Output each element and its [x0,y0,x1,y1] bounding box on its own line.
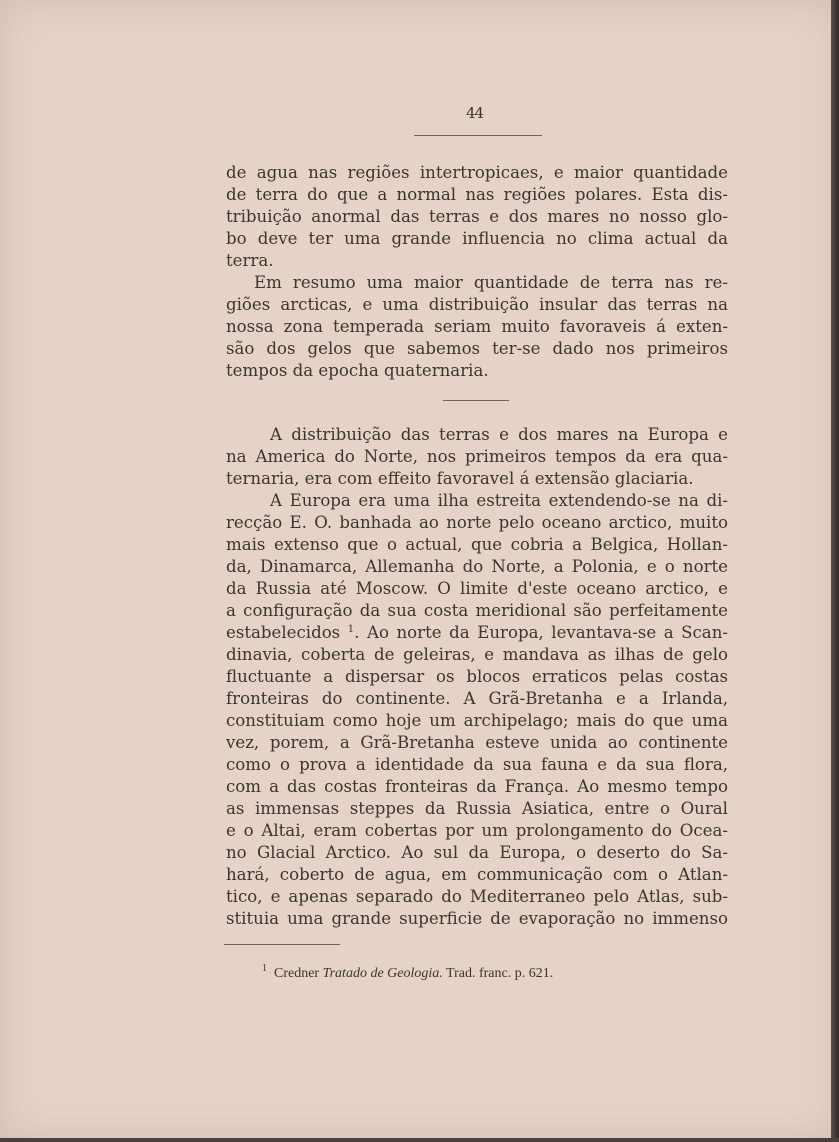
text-line: dinavia, coberta de geleiras, e mandava as ilhas de gelo [226,645,728,664]
text-line: ternaria, era com effeito favoravel á extensão glaciaria. [226,469,694,488]
text-line: fluctuante a dispersar os blocos erraticos pelas costas [226,667,728,686]
text-line: de terra do que a normal nas regiões polares. Esta dis- [226,185,728,204]
text-line: hará, coberto de agua, em communicação com o Atlan- [226,865,728,884]
text-line: mais extenso que o actual, que cobria a Belgica, Hollan- [226,535,728,554]
text-line: fronteiras do continente. A Grã-Bretanha e a Irlanda, [226,689,728,708]
page-edge-bottom [0,1138,839,1142]
text-line-with-reference [226,622,728,644]
footnote-rule [224,944,340,945]
section-divider [443,400,509,401]
text-line: tico, e apenas separado do Mediterraneo pelo Atlas, sub- [226,887,728,906]
footnote-title: Tratado de Geologia. [322,966,443,981]
text-line: nossa zona temperada seriam muito favoraveis á exten- [226,317,728,336]
text-line: A distribuição das terras e dos mares na Europa e [270,425,728,444]
page-number: 44 [466,104,484,122]
footnote-author: Credner [274,966,320,981]
page-edge-shadow [831,0,839,1142]
paragraph-2 [226,272,728,382]
text-line: constituiam como hoje um archipelago; mais do que uma [226,711,728,730]
text-line: de agua nas regiões intertropicaes, e maior quantidade [226,163,728,182]
text-line: as immensas steppes da Russia Asiatica, entre o Oural [226,799,728,818]
text-line: vez, porem, a Grã-Bretanha esteve unida ao continente [226,733,728,752]
text-fragment: estabelecidos [226,623,341,642]
text-fragment: . Ao norte da Europa, levantava-se a Scan- [354,623,728,642]
text-line: da Russia até Moscow. O limite d'este oceano arctico, e [226,579,728,598]
text-line: recção E. O. banhada ao norte pelo oceano arctico, muito [226,513,728,532]
text-line: A Europa era uma ilha estreita extendendo-se na di- [270,491,728,510]
text-line: tribuição anormal das terras e dos mares no nosso glo- [226,207,728,226]
text-line: giões arcticas, e uma distribuição insular das terras na [226,295,728,314]
text-line: stituia uma grande superficie de evaporação no immenso [226,909,728,928]
text-line: como o prova a identidade da sua fauna e da sua flora, [226,755,728,774]
text-line: tempos da epocha quaternaria. [226,361,489,380]
paragraph-3 [226,424,728,490]
text-line: no Glacial Arctico. Ao sul da Europa, o deserto do Sa- [226,843,728,862]
paragraph-4 [226,490,728,930]
text-line: e o Altai, eram cobertas por um prolongamento do Ocea- [226,821,728,840]
text-line: na America do Norte, nos primeiros tempos da era qua- [226,447,728,466]
text-line: a configuração da sua costa meridional são perfeitamente [226,601,728,620]
footnote-mark: 1 [262,963,267,974]
text-line: da, Dinamarca, Allemanha do Norte, a Polonia, e o norte [226,557,728,576]
footnote [262,963,554,982]
footnote-details: Trad. franc. p. 621. [446,966,554,981]
header-rule [414,135,542,136]
text-line: com a das costas fronteiras da França. Ao mesmo tempo [226,777,728,796]
footnote-reference[interactable]: 1 [347,624,355,635]
text-line: Em resumo uma maior quantidade de terra nas re- [254,273,728,292]
text-line: bo deve ter uma grande influencia no clima actual da [226,229,728,248]
text-line: terra. [226,251,274,270]
paragraph-1 [226,162,728,272]
text-line: são dos gelos que sabemos ter-se dado nos primeiros [226,339,728,358]
